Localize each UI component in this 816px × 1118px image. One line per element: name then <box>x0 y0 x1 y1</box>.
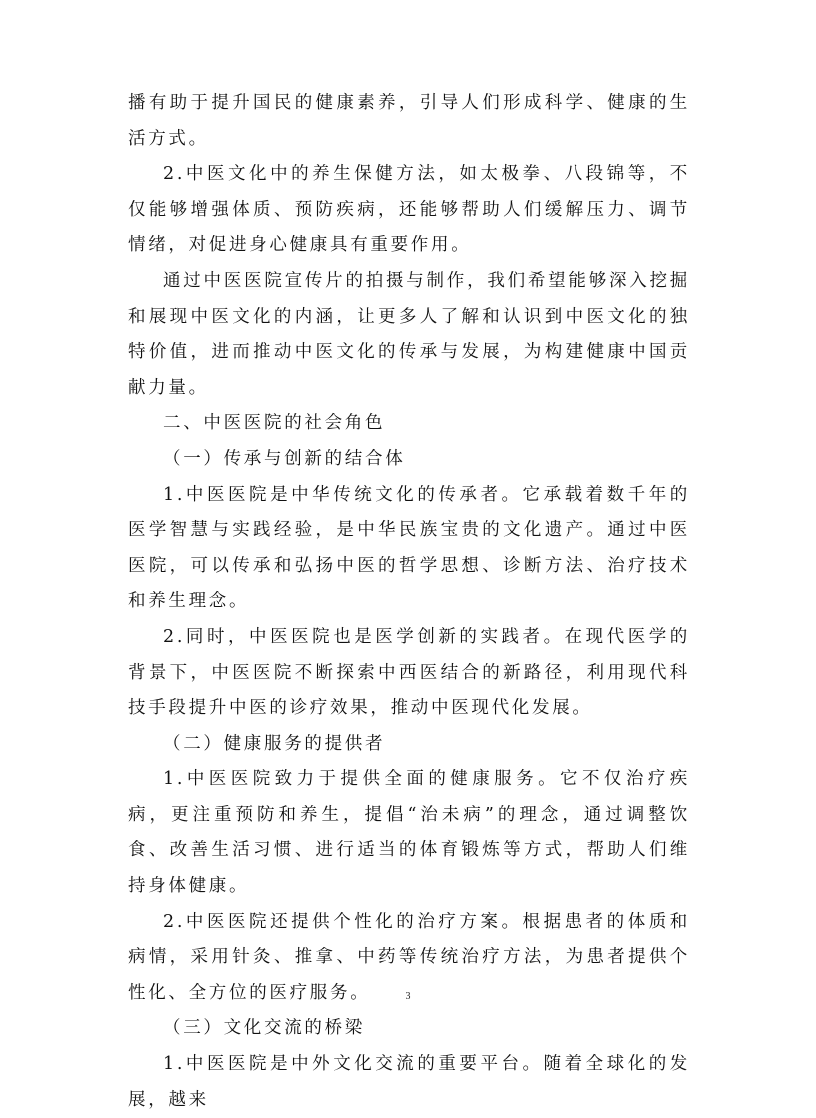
section-heading-social-role: 二、中医医院的社会角色 <box>163 413 386 434</box>
subsection-heading-health-services: （二）健康服务的提供者 <box>163 733 386 754</box>
subsection-heading-inheritance-innovation: （一）传承与创新的结合体 <box>163 448 406 469</box>
subsection-heading-cultural-exchange: （三）文化交流的桥梁 <box>163 1018 365 1039</box>
paragraph-tradition-inheritor: 1.中医医院是中华传统文化的传承者。它承载着数千年的医学智慧与实践经验，是中华民族宝贵的文化遗产。通过中医医院，可以传承和弘扬中医的哲学思想、诊断方法、治疗技术和养生理念。 <box>128 484 690 612</box>
paragraph-tcm-wellness-methods: 2.中医文化中的养生保健方法，如太极拳、八段锦等，不仅能够增强体质、预防疾病，还能够帮助人们缓解压力、调节情绪，对促进身心健康具有重要作用。 <box>128 164 690 256</box>
paragraph-comprehensive-health-services: 1.中医医院致力于提供全面的健康服务。它不仅治疗疾病，更注重预防和养生，提倡“治未病”的理念，通过调整饮食、改善生活习惯、进行适当的体育锻炼等方式，帮助人们维持身体健康。 <box>128 769 690 897</box>
paragraph-medical-innovator: 2.同时，中医医院也是医学创新的实践者。在现代医学的背景下，中医医院不断探索中西医结合的新路径，利用现代科技手段提升中医的诊疗效果，推动中医现代化发展。 <box>128 626 690 719</box>
paragraph-continued: 播有助于提升国民的健康素养，引导人们形成科学、健康的生活方式。 <box>128 93 690 149</box>
paragraph-cultural-exchange-platform: 1.中医医院是中外文化交流的重要平台。随着全球化的发展，越来 <box>128 1054 690 1110</box>
page-number: 3 <box>405 991 411 1002</box>
paragraph-personalized-treatment: 2.中医医院还提供个性化的治疗方案。根据患者的体质和病情，采用针灸、推拿、中药等传统治疗方法，为患者提供个性化、全方位的医疗服务。 <box>128 911 690 1003</box>
paragraph-promo-video-purpose: 通过中医医院宣传片的拍摄与制作，我们希望能够深入挖掘和展现中医文化的内涵，让更多人了解和认识到中医文化的独特价值，进而推动中医文化的传承与发展，为构建健康中国贡献力量。 <box>128 270 690 398</box>
document-body <box>128 86 690 1118</box>
